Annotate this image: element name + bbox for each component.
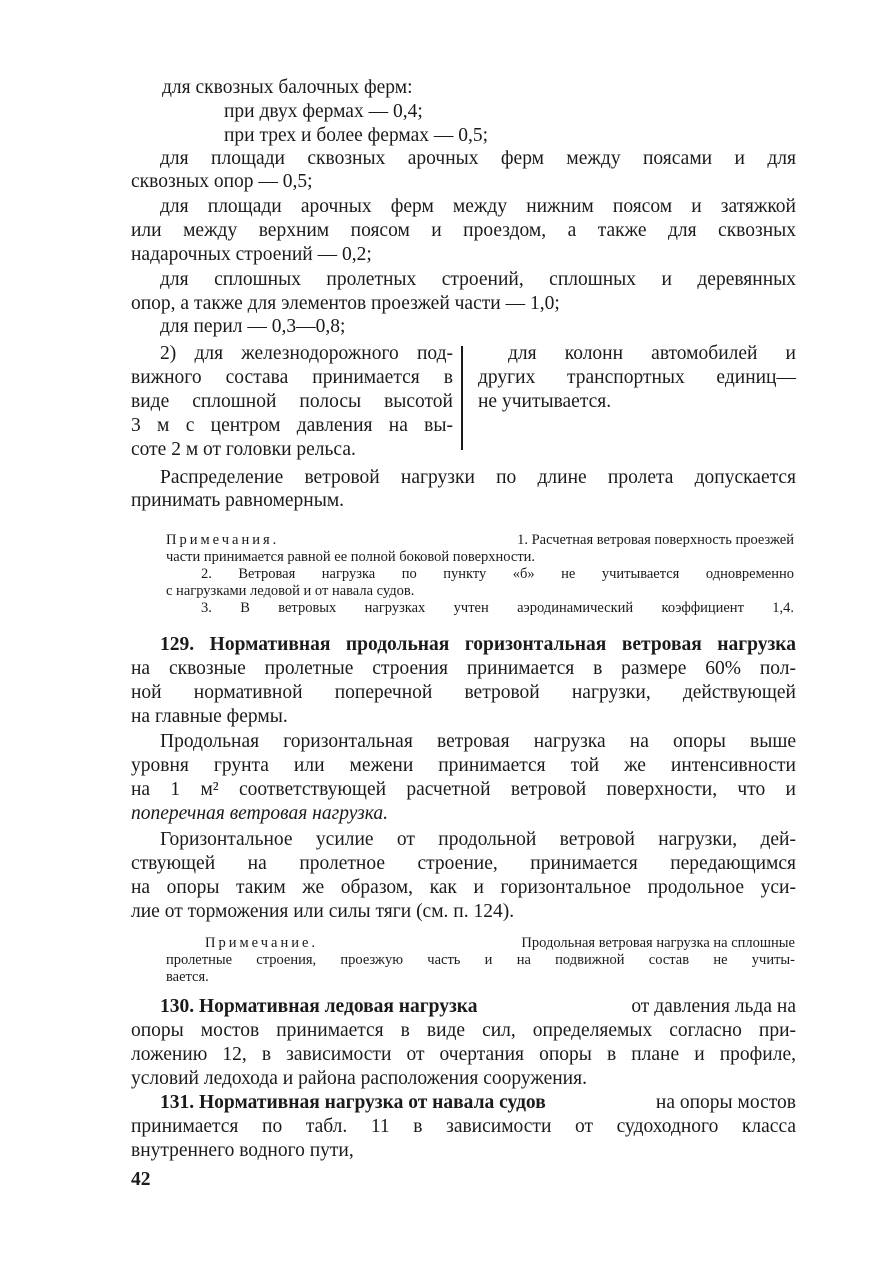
rail-col-line-3: виде сплошной полосы высотой bbox=[131, 391, 453, 412]
note-3: 3. В ветровых нагрузках учтен аэродинамический коэффициент 1,4. bbox=[201, 600, 794, 616]
list-item-two-trusses: при двух фермах — 0,4; bbox=[224, 101, 423, 122]
auto-col-line-3: не учитывается. bbox=[478, 391, 612, 412]
solid-line-1: для сплошных пролетных строений, сплошных и деревянных bbox=[160, 269, 796, 290]
p131-heading: Нормативная нагрузка от навала судов bbox=[199, 1092, 546, 1113]
auto-col-line-2: других транспортных единиц— bbox=[478, 367, 796, 388]
p130-line-1 bbox=[160, 995, 796, 1019]
p130-line-2: опоры мостов принимается в виде сил, определяемых согласно при- bbox=[131, 1020, 796, 1041]
note-2-line-2: с нагрузками ледовой и от навала судов. bbox=[166, 583, 415, 599]
note-1-line-2: части принимается равной ее полной боковой поверхности. bbox=[166, 549, 536, 565]
note2-line-1: Продольная ветровая нагрузка на сплошные bbox=[521, 935, 795, 951]
solid-line-2: опор, а также для элементов проезжей части — 1,0; bbox=[131, 293, 560, 314]
p129-number: 129. bbox=[160, 634, 195, 655]
p131-line-2: принимается по табл. 11 в зависимости от судоходного класса bbox=[131, 1116, 796, 1137]
note2-label: Примечание. bbox=[205, 935, 319, 951]
p129-heading: Нормативная продольная горизонтальная ветровая нагрузка bbox=[209, 634, 797, 655]
arch2-line-2: или между верхним поясом и проездом, а также для сквозных bbox=[131, 220, 796, 241]
distribution-line-1: Распределение ветровой нагрузки по длине пролета допускается bbox=[160, 467, 796, 488]
p131-heading-tail: на опоры мостов bbox=[655, 1092, 796, 1113]
p130-line-4: условий ледохода и района расположения сооружения. bbox=[131, 1068, 587, 1089]
distribution-line-2: принимать равномерным. bbox=[131, 490, 345, 511]
notes-label: Примечания. bbox=[166, 532, 280, 548]
p130-heading: Нормативная ледовая нагрузка bbox=[199, 996, 478, 1017]
rail-col-line-1: 2) для железнодорожного под- bbox=[160, 343, 453, 364]
long-line-1: Продольная горизонтальная ветровая нагрузка на опоры выше bbox=[160, 731, 796, 752]
horiz-line-2: ствующей на пролетное строение, принимается передающимся bbox=[131, 853, 796, 874]
arch2-line-1: для площади арочных ферм между нижним поясом и затяжкой bbox=[160, 196, 796, 217]
railing-line: для перил — 0,3—0,8; bbox=[160, 316, 346, 337]
p129-line-3: ной нормативной поперечной ветровой нагрузки, действующей bbox=[131, 682, 796, 703]
page-number: 42 bbox=[131, 1169, 151, 1190]
p131-line-1 bbox=[160, 1091, 796, 1115]
auto-col-line-1: для колонн автомобилей и bbox=[508, 343, 796, 364]
rail-col-line-2: вижного состава принимается в bbox=[131, 367, 453, 388]
note2-line-2: пролетные строения, проезжую часть и на подвижной состав не учиты- bbox=[166, 952, 795, 968]
p129-line-4: на главные фермы. bbox=[131, 706, 288, 727]
note2-line-3: вается. bbox=[166, 969, 209, 985]
note-2-line-1: 2. Ветровая нагрузка по пункту «б» не учитывается одновременно bbox=[201, 566, 794, 582]
column-divider bbox=[461, 346, 463, 450]
list-intro: для сквозных балочных ферм: bbox=[162, 77, 413, 98]
arch-trusses-line-2: сквозных опор — 0,5; bbox=[131, 171, 313, 192]
p130-number: 130. bbox=[160, 996, 195, 1017]
horiz-line-3: на опоры таким же образом, как и горизонтальное продольное уси- bbox=[131, 877, 796, 898]
rail-col-line-4: 3 м с центром давления на вы- bbox=[131, 415, 453, 436]
p130-line-3: ложению 12, в зависимости от очертания опоры в плане и профиле, bbox=[131, 1044, 796, 1065]
list-item-three-trusses: при трех и более фермах — 0,5; bbox=[224, 125, 489, 146]
arch2-line-3: надарочных строений — 0,2; bbox=[131, 244, 372, 265]
p131-number: 131. bbox=[160, 1092, 195, 1113]
p130-heading-tail: от давления льда на bbox=[631, 996, 796, 1017]
p129-line-2: на сквозные пролетные строения принимается в размере 60% пол- bbox=[131, 658, 796, 679]
arch-trusses-line-1: для площади сквозных арочных ферм между поясами и для bbox=[160, 148, 796, 169]
rail-col-line-5: соте 2 м от головки рельса. bbox=[131, 439, 356, 460]
p129-line-1 bbox=[160, 633, 796, 657]
p131-line-3: внутреннего водного пути, bbox=[131, 1140, 354, 1161]
horiz-line-4: лие от торможения или силы тяги (см. п. 124). bbox=[131, 901, 515, 922]
horiz-line-1: Горизонтальное усилие от продольной ветровой нагрузки, дей- bbox=[160, 829, 796, 850]
long-line-2: уровня грунта или межени принимается той же интенсивности bbox=[131, 755, 796, 776]
note-1-line-1: 1. Расчетная ветровая поверхность проезжей bbox=[517, 532, 794, 548]
long-line-4: поперечная ветровая нагрузка. bbox=[131, 803, 388, 824]
long-line-3: на 1 м² соответствующей расчетной ветровой поверхности, что и bbox=[131, 779, 796, 800]
